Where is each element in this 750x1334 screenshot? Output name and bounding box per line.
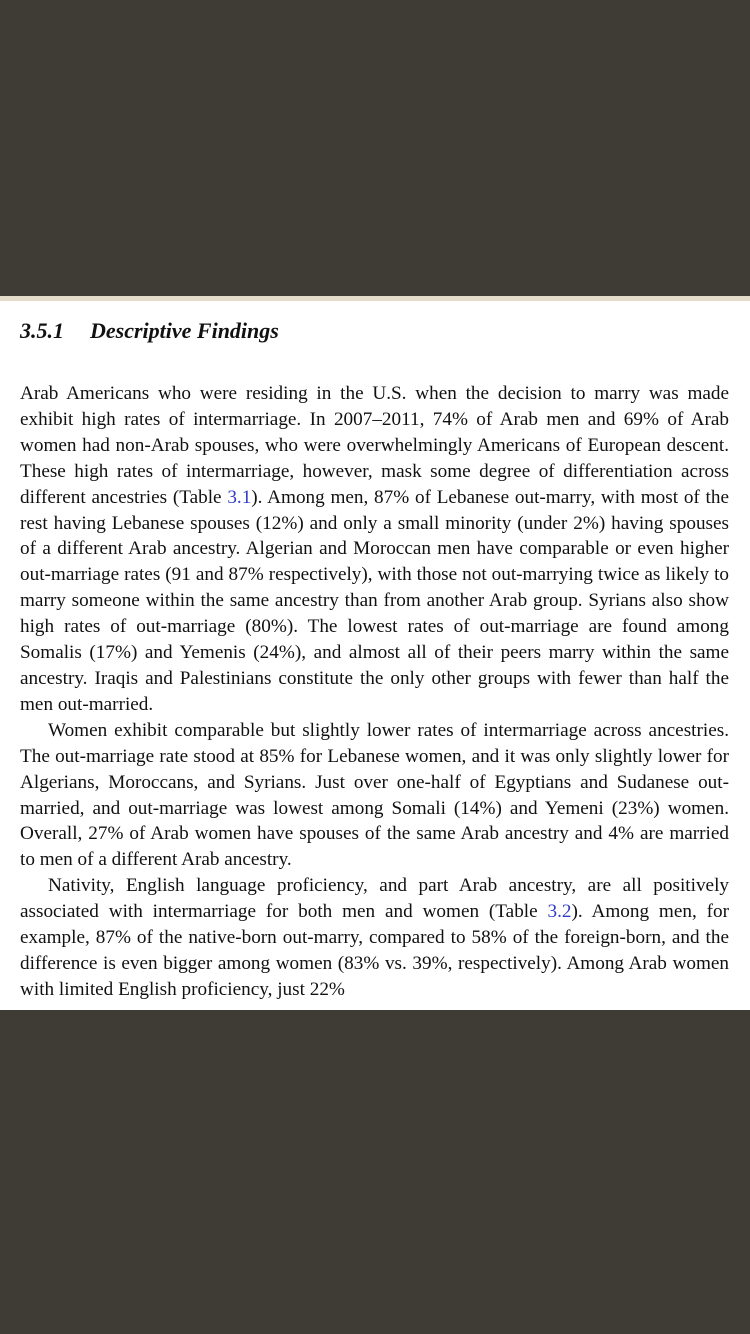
book-page [0,296,750,1010]
table-3-1-link[interactable]: 3.1 [227,486,252,508]
table-3-2-link[interactable]: 3.2 [547,901,572,923]
section-heading [20,318,279,344]
section-number: 3.5.1 [20,318,64,343]
paragraph-intermarriage-men [20,381,729,718]
paragraph-text: ). Among men, for example, 87% of the native-born out-marry, compared to 58% of the foreign-born, and the difference is even bigger among women (83% vs. 39%, respectively). Among Arab women with limited English proficiency, just 22% [20,901,729,1000]
section-title: Descriptive Findings [90,318,279,343]
body-text [20,381,729,1003]
paragraph-text: Arab Americans who were residing in the U.S. when the decision to marry was made exhibit high rates of intermarriage. In 2007–2011, 74% of Arab men and 69% of Arab women had non-Arab spouses, who were overwhelmingly Americans of European descent. These high rates of intermarriage, however, mask some degree of differentiation across different ancestries (Table [20,383,729,508]
paragraph-intermarriage-women: Women exhibit comparable but slightly lower rates of intermarriage across ancestries. The out-marriage rate stood at 85% for Lebanese women, and it was only slightly lower for Algerians, Moroccans, and Syrians. Just over one-half of Egyptians and Sudanese out-married, and out-marriage was lowest among Somali (14%) and Yemeni (23%) women. Overall, 27% of Arab women have spouses of the same Arab ancestry and 4% are married to men of a different Arab ancestry. [20,719,729,871]
paragraph-nativity [20,873,729,1003]
paragraph-text: ). Among men, 87% of Lebanese out-marry, with most of the rest having Lebanese spouses (12%) and only a small minority (under 2%) having spouses of a different Arab ancestry. Algerian and Moroccan men have comparable or even higher out-marriage rates (91 and 87% respectively), with those not out-marrying twice as likely to marry someone within the same ancestry than from another Arab group. Syrians also show high rates of out-marriage (80%). The lowest rates of out-marriage are found among Somalis (17%) and Yemenis (24%), and almost all of their peers marry within the same ancestry. Iraqis and Palestinians constitute the only other groups with fewer than half the men out-married. [20,486,729,715]
paragraph-text: Nativity, English language proficiency, and part Arab ancestry, are all positively associated with intermarriage for both men and women (Table [20,875,729,923]
